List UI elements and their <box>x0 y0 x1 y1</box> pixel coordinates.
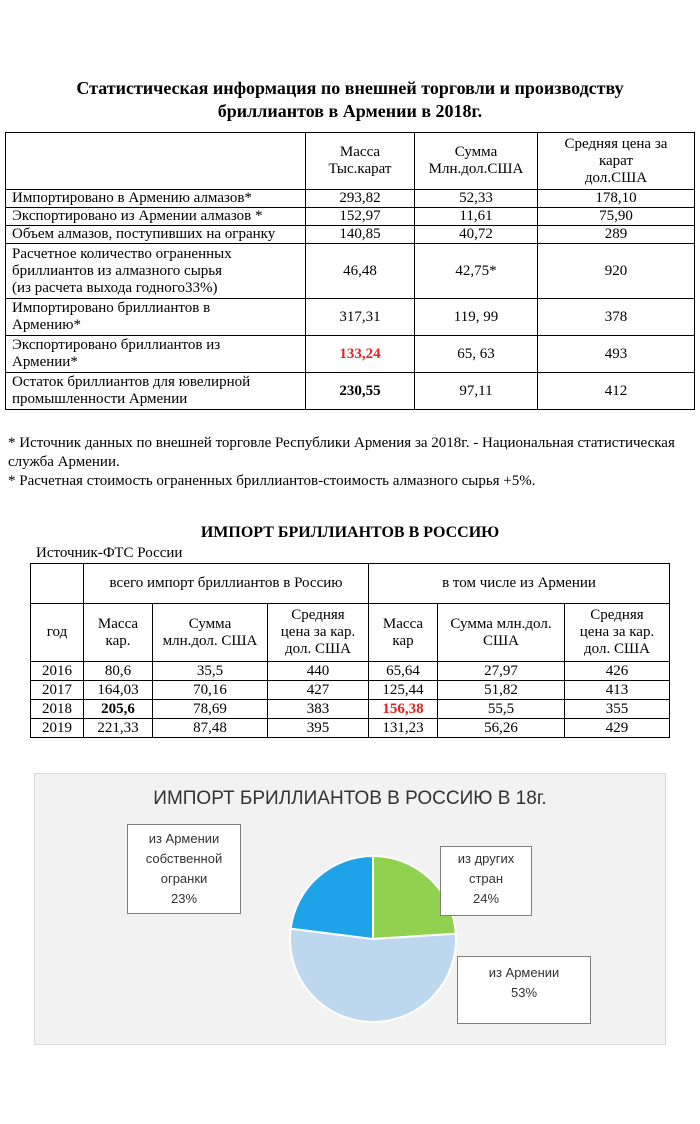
row-sum: 52,33 <box>415 190 538 208</box>
row-mass: 140,85 <box>306 226 415 244</box>
row-label: Экспортировано из Армении алмазов * <box>6 208 306 226</box>
table-group-header-row <box>31 564 670 604</box>
row-mass-highlight: 133,24 <box>306 336 415 373</box>
table-row <box>6 373 695 410</box>
header-year: год <box>31 604 84 662</box>
cell-mass-armenia: 65,64 <box>369 662 438 681</box>
slice-percent: 24% <box>472 891 500 906</box>
header-sum-armenia: Сумма млн.дол. США <box>438 604 565 662</box>
cell-year: 2017 <box>31 681 84 700</box>
table-row <box>6 299 695 336</box>
row-label: Экспортировано бриллиантов из Армении* <box>6 336 306 373</box>
header-mass: Масса Тыс.карат <box>306 133 415 190</box>
table-header-row <box>31 604 670 662</box>
row-sum: 40,72 <box>415 226 538 244</box>
pie-slice-armenia <box>290 929 456 1022</box>
slice-percent: 53% <box>510 985 538 1000</box>
slice-label: из других стран <box>457 851 515 886</box>
header-mass: Масса кар. <box>84 604 153 662</box>
table-row <box>31 662 670 681</box>
cell-price: 383 <box>268 700 369 719</box>
cell-mass-bold: 205,6 <box>84 700 153 719</box>
document-title <box>0 77 700 123</box>
header-empty-cell <box>6 133 306 190</box>
row-sum: 119, 99 <box>415 299 538 336</box>
table-row <box>6 244 695 299</box>
cell-price-armenia: 429 <box>565 719 670 738</box>
table-row <box>6 336 695 373</box>
row-sum: 97,11 <box>415 373 538 410</box>
header-price: Средняя цена за карат дол.США <box>538 133 695 190</box>
cell-price-armenia: 413 <box>565 681 670 700</box>
header-mass-armenia: Масса кар <box>369 604 438 662</box>
row-sum: 42,75* <box>415 244 538 299</box>
document-title-line-1: Статистическая информация по внешней торговли и производству <box>76 78 624 98</box>
cell-year: 2019 <box>31 719 84 738</box>
row-mass: 46,48 <box>306 244 415 299</box>
slice-percent: 23% <box>170 891 198 906</box>
row-price: 920 <box>538 244 695 299</box>
callout-armenia-own-cut <box>127 824 241 914</box>
pie-slice-armenia-own-cut <box>291 856 373 939</box>
cell-price-armenia: 355 <box>565 700 670 719</box>
row-label: Объем алмазов, поступивших на огранку <box>6 226 306 244</box>
group-header-total: всего импорт бриллиантов в Россию <box>84 564 369 604</box>
row-price: 378 <box>538 299 695 336</box>
armenia-trade-table <box>5 132 695 410</box>
row-sum: 11,61 <box>415 208 538 226</box>
callout-armenia <box>457 956 591 1024</box>
group-header-empty <box>31 564 84 604</box>
row-price: 412 <box>538 373 695 410</box>
row-label: Остаток бриллиантов для ювелирной промышленности Армении <box>6 373 306 410</box>
cell-year: 2018 <box>31 700 84 719</box>
table-header-row <box>6 133 695 190</box>
table-row <box>6 226 695 244</box>
russia-import-source: Источник-ФТС России <box>36 545 183 561</box>
row-price: 493 <box>538 336 695 373</box>
cell-sum: 70,16 <box>153 681 268 700</box>
table-row <box>31 700 670 719</box>
row-label: Импортировано в Армению алмазов* <box>6 190 306 208</box>
row-sum: 65, 63 <box>415 336 538 373</box>
cell-sum-armenia: 56,26 <box>438 719 565 738</box>
cell-price: 395 <box>268 719 369 738</box>
table-row <box>31 719 670 738</box>
callout-other-countries <box>440 846 532 916</box>
row-label: Импортировано бриллиантов в Армению* <box>6 299 306 336</box>
footnote-source: * Источник данных по внешней торговле Республики Армения за 2018г. - Национальная статистическая служба Армении. <box>8 435 675 470</box>
row-price: 178,10 <box>538 190 695 208</box>
pie-chart-panel <box>34 773 666 1045</box>
cell-sum-armenia: 27,97 <box>438 662 565 681</box>
row-price: 289 <box>538 226 695 244</box>
row-label: Расчетное количество ограненных бриллиантов из алмазного сырья (из расчета выхода годного33%) <box>6 244 306 299</box>
cell-sum: 87,48 <box>153 719 268 738</box>
cell-year: 2016 <box>31 662 84 681</box>
russia-import-title: ИМПОРТ БРИЛЛИАНТОВ В РОССИЮ <box>200 524 500 541</box>
cell-price: 440 <box>268 662 369 681</box>
footnote-calculation: * Расчетная стоимость ограненных бриллиантов-стоимость алмазного сырья +5%. <box>8 473 536 489</box>
chart-title: ИМПОРТ БРИЛЛИАНТОВ В РОССИЮ В 18г. <box>153 788 547 809</box>
cell-mass: 164,03 <box>84 681 153 700</box>
cell-mass-armenia: 125,44 <box>369 681 438 700</box>
cell-price-armenia: 426 <box>565 662 670 681</box>
cell-mass: 80,6 <box>84 662 153 681</box>
group-header-armenia: в том числе из Армении <box>369 564 670 604</box>
slice-label: из Армении <box>488 965 560 980</box>
cell-sum: 78,69 <box>153 700 268 719</box>
header-price: Средняя цена за кар. дол. США <box>268 604 369 662</box>
header-sum: Сумма Млн.дол.США <box>415 133 538 190</box>
header-sum: Сумма млн.дол. США <box>153 604 268 662</box>
slice-label: из Армении собственной огранки <box>145 831 223 886</box>
cell-mass-armenia-highlight: 156,38 <box>369 700 438 719</box>
footnotes <box>8 434 692 491</box>
cell-mass-armenia: 131,23 <box>369 719 438 738</box>
row-mass: 317,31 <box>306 299 415 336</box>
row-mass: 293,82 <box>306 190 415 208</box>
row-price: 75,90 <box>538 208 695 226</box>
cell-sum-armenia: 55,5 <box>438 700 565 719</box>
cell-mass: 221,33 <box>84 719 153 738</box>
cell-price: 427 <box>268 681 369 700</box>
row-mass: 152,97 <box>306 208 415 226</box>
russia-import-table <box>30 563 670 738</box>
row-mass-bold: 230,55 <box>306 373 415 410</box>
header-price-armenia: Средняя цена за кар. дол. США <box>565 604 670 662</box>
table-row <box>6 208 695 226</box>
cell-sum-armenia: 51,82 <box>438 681 565 700</box>
table-row <box>31 681 670 700</box>
document-title-line-2: бриллиантов в Армении в 2018г. <box>217 101 483 121</box>
table-row <box>6 190 695 208</box>
cell-sum: 35,5 <box>153 662 268 681</box>
